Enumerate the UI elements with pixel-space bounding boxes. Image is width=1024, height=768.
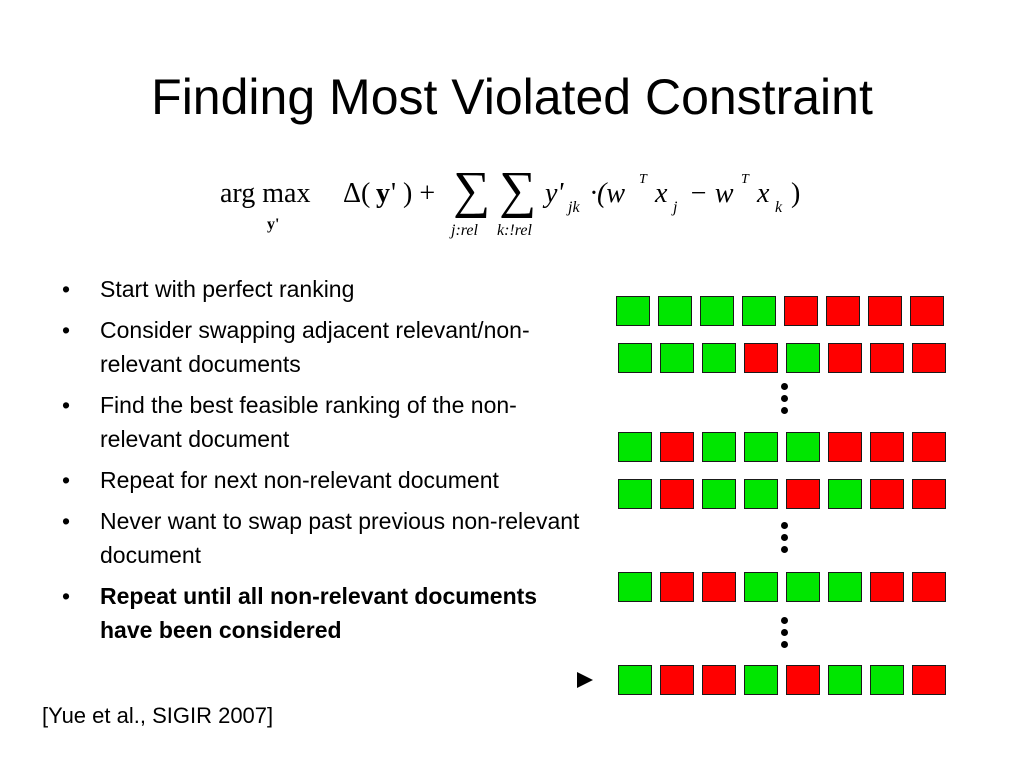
bullet-item [62, 388, 582, 456]
relevant-document-box [742, 296, 776, 326]
ranking-objective-formula [215, 162, 825, 245]
relevant-document-box [828, 572, 862, 602]
relevant-document-box [786, 343, 820, 373]
non-relevant-document-box [868, 296, 902, 326]
formula-argmax: arg max [220, 178, 311, 209]
formula-x-k: x [757, 178, 770, 209]
formula-sum-2-subscript: k:!rel [497, 222, 532, 239]
formula-prime-plus: ' ) + [391, 178, 436, 209]
citation: [Yue et al., SIGIR 2007] [42, 703, 274, 728]
relevant-document-box [744, 572, 778, 602]
non-relevant-document-box [786, 665, 820, 695]
non-relevant-document-box [702, 572, 736, 602]
non-relevant-document-box [744, 343, 778, 373]
bullet-marker: • [62, 508, 71, 534]
relevant-document-box [618, 479, 652, 509]
formula-close-paren: ) [791, 178, 801, 209]
bullet-marker: • [62, 392, 71, 418]
non-relevant-document-box [912, 432, 946, 462]
bullet-item [62, 313, 582, 381]
relevant-document-box [744, 432, 778, 462]
arrow-right-icon [577, 672, 593, 688]
relevant-document-box [618, 432, 652, 462]
formula-k-subscript: k [775, 199, 783, 216]
non-relevant-document-box [870, 572, 904, 602]
relevant-document-box [786, 432, 820, 462]
non-relevant-document-box [870, 432, 904, 462]
bullet-marker: • [62, 276, 71, 302]
non-relevant-document-box [660, 572, 694, 602]
bullet-list [62, 272, 582, 654]
relevant-document-box [660, 343, 694, 373]
relevant-document-box [658, 296, 692, 326]
formula-j-subscript: j [673, 199, 678, 216]
bullet-text: Repeat for next non-relevant document [100, 467, 499, 493]
relevant-document-box [744, 479, 778, 509]
bullet-marker: • [62, 467, 71, 493]
formula-dot-w: ·(w [590, 178, 625, 209]
relevant-document-box [616, 296, 650, 326]
non-relevant-document-box [826, 296, 860, 326]
relevant-document-box [702, 343, 736, 373]
non-relevant-document-box [912, 479, 946, 509]
non-relevant-document-box [912, 343, 946, 373]
bullet-text: Never want to swap past previous non-relevant document [100, 508, 580, 568]
bullet-item [62, 463, 582, 497]
non-relevant-document-box [702, 665, 736, 695]
relevant-document-box [828, 479, 862, 509]
non-relevant-document-box [660, 479, 694, 509]
formula-argmax-subscript: y' [267, 216, 280, 233]
formula-sum-1-subscript: j:rel [451, 222, 478, 239]
relevant-document-box [618, 572, 652, 602]
non-relevant-document-box [784, 296, 818, 326]
non-relevant-document-box [912, 665, 946, 695]
relevant-document-box [700, 296, 734, 326]
bullet-marker: • [62, 583, 71, 609]
bullet-text: Consider swapping adjacent relevant/non-relevant documents [100, 317, 530, 377]
relevant-document-box [870, 665, 904, 695]
non-relevant-document-box [912, 572, 946, 602]
non-relevant-document-box [828, 432, 862, 462]
formula-jk: jk [568, 199, 580, 216]
non-relevant-document-box [870, 343, 904, 373]
bullet-text: Start with perfect ranking [100, 276, 355, 302]
formula-minus-w: − w [689, 178, 734, 209]
formula-sum-1: ∑ [453, 162, 491, 219]
relevant-document-box [744, 665, 778, 695]
relevant-document-box [702, 432, 736, 462]
formula-y-bold: y [376, 178, 390, 209]
formula-sum-2: ∑ [499, 162, 537, 219]
non-relevant-document-box [660, 432, 694, 462]
non-relevant-document-box [660, 665, 694, 695]
formula-transpose-1: T [639, 172, 647, 187]
bullet-text: Find the best feasible ranking of the non-relevant document [100, 392, 517, 452]
non-relevant-document-box [828, 343, 862, 373]
relevant-document-box [828, 665, 862, 695]
formula-x-j: x [655, 178, 668, 209]
bullet-item-bold [62, 579, 582, 647]
relevant-document-box [618, 343, 652, 373]
relevant-document-box [702, 479, 736, 509]
formula-transpose-2: T [741, 172, 749, 187]
bullet-item [62, 504, 582, 572]
relevant-document-box [786, 572, 820, 602]
non-relevant-document-box [870, 479, 904, 509]
bullet-item [62, 272, 582, 306]
slide-title: Finding Most Violated Constraint [151, 69, 873, 125]
formula-y-prime: y' [545, 178, 564, 209]
relevant-document-box [618, 665, 652, 695]
non-relevant-document-box [910, 296, 944, 326]
bullet-marker: • [62, 317, 71, 343]
non-relevant-document-box [786, 479, 820, 509]
formula-delta: Δ( [343, 178, 371, 209]
bullet-text: Repeat until all non-relevant documents have been considered [100, 583, 538, 643]
